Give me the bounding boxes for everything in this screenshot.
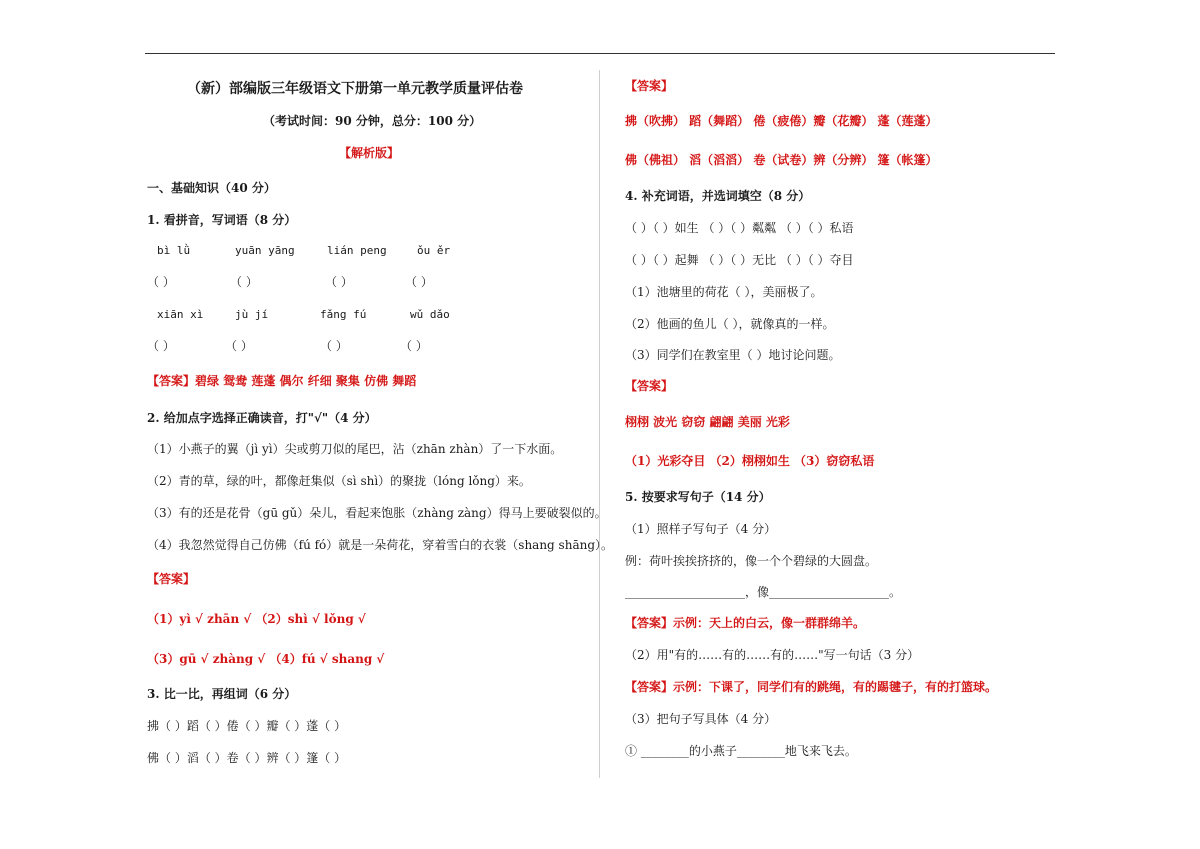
q2-line: （2）青的草，绿的叶，都像赶集似（sì shì）的聚拢（lóng lǒng）来。 xyxy=(147,474,531,488)
q4-sentence: （2）他画的鱼儿（ ），就像真的一样。 xyxy=(625,317,835,331)
q2-answer-label: 【答案】 xyxy=(147,572,196,586)
analysis-badge: 【解析版】 xyxy=(339,146,400,160)
section-heading: 一、基础知识（40 分） xyxy=(147,181,276,195)
pinyin: wǔ dǎo xyxy=(410,308,450,321)
q4-answer: 栩栩 波光 窃窃 翩翩 美丽 光彩 xyxy=(625,415,790,429)
q4-sentence: （3）同学们在教室里（ ）地讨论问题。 xyxy=(625,348,841,362)
pinyin: yuān yāng xyxy=(235,244,295,257)
q5-example: 例：荷叶挨挨挤挤的，像一个个碧绿的大圆盘。 xyxy=(625,554,878,568)
answer-blank: （ ） xyxy=(400,339,428,353)
q4-line: （ ）（ ）起舞 （ ）（ ）无比 （ ）（ ）夺目 xyxy=(625,253,854,267)
pinyin: bì lǜ xyxy=(157,244,191,257)
q2-answer: （1）yì √ zhān √ （2）shì √ lǒng √ xyxy=(147,612,366,626)
answer-blank: （ ） xyxy=(147,339,175,353)
answer-blank: （ ） xyxy=(325,275,353,289)
q5-blank-line: ____________________，像____________________。 xyxy=(625,585,902,599)
q2-line: （1）小燕子的翼（jì yì）尖或剪刀似的尾巴，沾（zhān zhàn）了一下水面。 xyxy=(147,442,563,456)
q2-title: 2. 给加点字选择正确读音，打"√"（4 分） xyxy=(147,411,377,425)
q5-item: ① ________的小燕子________地飞来飞去。 xyxy=(625,744,857,758)
header-rule xyxy=(145,53,1055,54)
q3-line: 拂（ ）蹈（ ）倦（ ）瓣（ ）蓬（ ） xyxy=(147,719,347,733)
q5-sub: （1）照样子写句子（4 分） xyxy=(625,522,777,536)
q2-answer: （3）gū √ zhàng √ （4）fú √ shang √ xyxy=(147,652,385,666)
q4-sentence: （1）池塘里的荷花（ ），美丽极了。 xyxy=(625,285,823,299)
column-divider xyxy=(599,70,600,778)
q5-sub: （3）把句子写具体（4 分） xyxy=(625,712,777,726)
answer-blank: （ ） xyxy=(405,275,433,289)
q3-answer: 拂（吹拂） 蹈（舞蹈） 倦（疲倦）瓣（花瓣） 蓬（莲蓬） xyxy=(625,114,938,128)
q3-answer: 佛（佛祖） 滔（滔滔） 卷（试卷）辨（分辨） 篷（帐篷） xyxy=(625,153,938,167)
q2-line: （3）有的还是花骨（gū gǔ）朵儿，看起来饱胀（zhàng zàng）得马上要破裂似的。 xyxy=(147,506,607,520)
pinyin: ǒu ěr xyxy=(417,244,451,257)
q3-line: 佛（ ）滔（ ）卷（ ）辨（ ）篷（ ） xyxy=(147,751,347,765)
paper-title: （新）部编版三年级语文下册第一单元教学质量评估卷 xyxy=(187,81,523,97)
paper-subtitle: （考试时间：90 分钟，总分：100 分） xyxy=(263,114,482,128)
q5-sub: （2）用"有的……有的……有的……"写一句话（3 分） xyxy=(625,648,920,662)
q4-title: 4. 补充词语，并选词填空（8 分） xyxy=(625,189,811,203)
q1-title: 1. 看拼音，写词语（8 分） xyxy=(147,213,297,227)
q4-answer: （1）光彩夺目 （2）栩栩如生 （3）窃窃私语 xyxy=(625,454,875,468)
pinyin: fǎng fú xyxy=(320,308,367,321)
q1-answer: 【答案】碧绿 鸳鸯 莲蓬 偶尔 纤细 聚集 仿佛 舞蹈 xyxy=(147,374,417,388)
q5-answer: 【答案】示例：天上的白云，像一群群绵羊。 xyxy=(625,616,866,630)
answer-blank: （ ） xyxy=(230,275,258,289)
answer-blank: （ ） xyxy=(320,339,348,353)
q4-line: （ ）（ ）如生 （ ）（ ）粼粼 （ ）（ ）私语 xyxy=(625,221,854,235)
pinyin: jù jí xyxy=(235,308,269,321)
answer-blank: （ ） xyxy=(225,339,253,353)
pinyin: lián peng xyxy=(327,244,387,257)
answer-blank: （ ） xyxy=(147,275,175,289)
pinyin: xiān xì xyxy=(157,308,204,321)
q3-answer-label: 【答案】 xyxy=(625,79,674,93)
q5-answer: 【答案】示例：下课了，同学们有的跳绳，有的踢毽子，有的打篮球。 xyxy=(625,680,998,694)
q3-title: 3. 比一比，再组词（6 分） xyxy=(147,687,297,701)
q2-line: （4）我忽然觉得自己仿佛（fú fó）就是一朵荷花，穿着雪白的衣裳（shang shāng）。 xyxy=(147,538,614,552)
q5-title: 5. 按要求写句子（14 分） xyxy=(625,490,771,504)
q4-answer-label: 【答案】 xyxy=(625,379,674,393)
